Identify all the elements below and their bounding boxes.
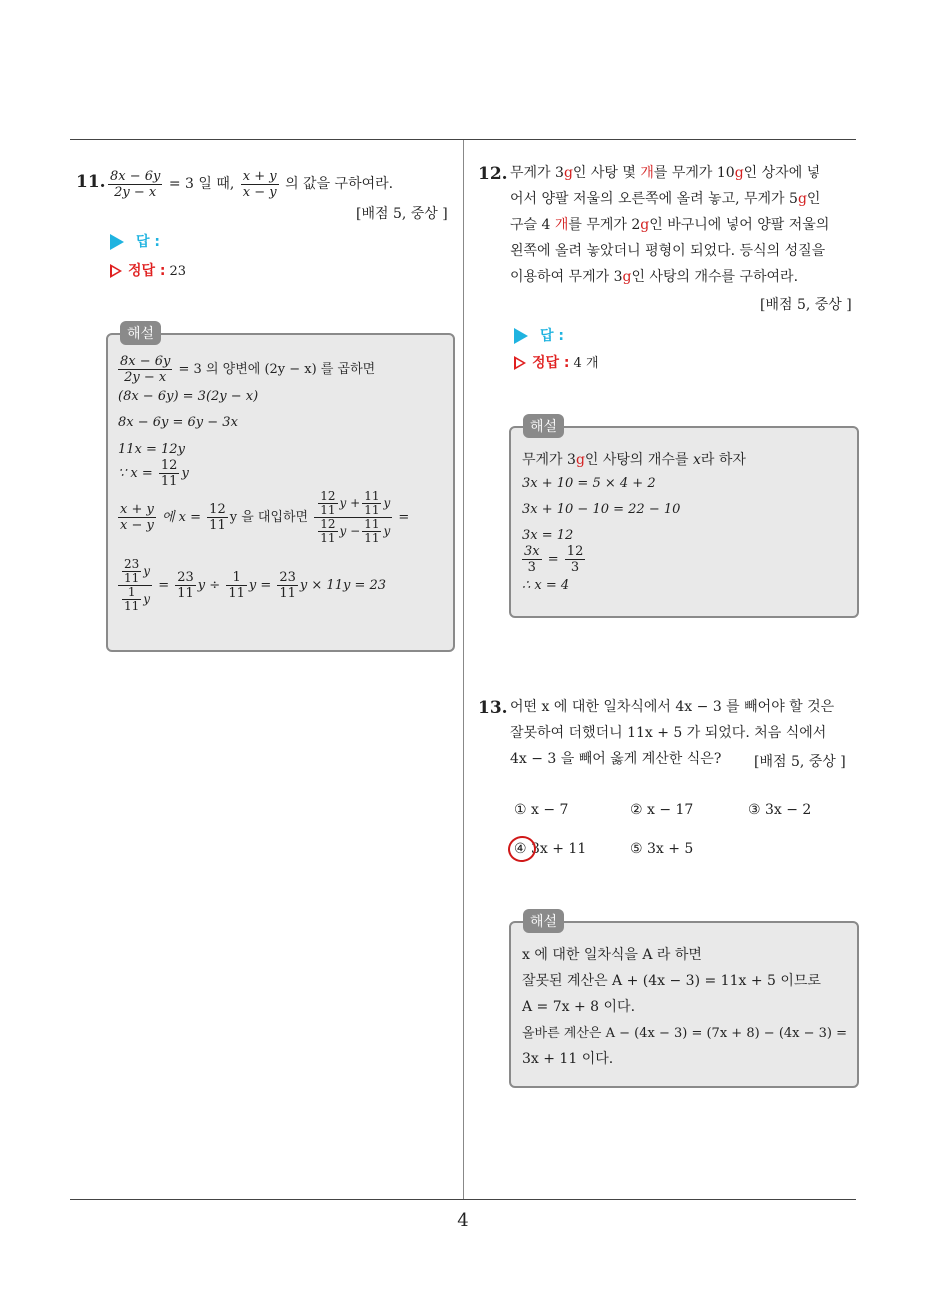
explain-line: (8x − 6y) = 3(2y − x) <box>118 389 259 404</box>
column-divider <box>463 140 464 1200</box>
play-triangle-icon <box>110 234 124 250</box>
choice-1[interactable]: ① x − 7 <box>514 802 569 818</box>
choice-2[interactable]: ② x − 17 <box>630 802 694 818</box>
explanation-label: 해설 <box>120 321 161 345</box>
question-13-text: 어떤 x 에 대한 일차식에서 4x − 3 를 빼어야 할 것은 잘못하여 더했더니 11x + 5 가 되었다. 처음 식에서 4x − 3 을 빼어 옳게 계산한 식은? <box>510 699 835 767</box>
question-13-number: 13. <box>478 698 508 718</box>
explain-line: 올바른 계산은 A − (4x − 3) = (7x + 8) − (4x − 3) = <box>522 1026 848 1041</box>
choice-4[interactable]: ④ 3x + 11 <box>514 841 587 857</box>
play-triangle-icon <box>514 328 528 344</box>
explanation-label: 해설 <box>523 909 564 933</box>
explain-line: 3x = 12 <box>522 528 574 543</box>
explain-line: $\frac{8x - 6y}{2y - x}$ = 3 의 양변에 (2y − x) 를 곱하면 <box>120 354 376 385</box>
question-12-solution: 정답 : 4 개 <box>514 352 599 372</box>
outline-triangle-icon <box>514 356 526 370</box>
question-12-answer: 답 : <box>514 325 564 345</box>
page-number: 4 <box>457 1210 469 1231</box>
explain-line: 3x + 10 − 10 = 22 − 10 <box>522 502 681 517</box>
explain-line: ∴ x = 4 <box>522 578 570 593</box>
outline-triangle-icon <box>110 264 122 278</box>
choice-3[interactable]: ③ 3x − 2 <box>748 802 812 818</box>
bottom-rule <box>70 1199 856 1200</box>
explain-line: 3x + 10 = 5 × 4 + 2 <box>522 476 656 491</box>
question-12-text: 무게가 3g인 사탕 몇 개를 무게가 10g인 상자에 넣 어서 양팔 저울의 오른쪽에 올려 놓고, 무게가 5g인 구슬 4 개를 무게가 2g인 바구니에 넣어 양팔 저울의 왼쪽에 올려 놓았더니 평형이 되었다. 등식의 성질을 이용하여 무게가 3g인 사탕의 개수를 구하여라. <box>510 165 830 285</box>
explain-line: 3x + 11 이다. <box>522 1051 614 1067</box>
explain-line: $\frac{23}{11}$ y $\frac{1}{11}$ y = $\frac{23}{11}$ y ÷ $\frac{1}{11}$ y = $\frac{23}{11}$ y × 11y = 23 <box>118 558 386 613</box>
explain-line: 무게가 3g인 사탕의 개수를 x라 하자 <box>522 452 746 468</box>
explain-line: $\frac{3x}{3}$ = $\frac{12}{3}$ <box>524 544 584 575</box>
choice-5[interactable]: ⑤ 3x + 5 <box>630 841 694 857</box>
question-11-text: $\frac{8x - 6y}{2y - x}$ = 3 일 때, $\frac{x + y}{x - y}$ 의 값을 구하여라. <box>110 168 394 200</box>
explanation-label: 해설 <box>523 414 564 438</box>
explain-line: $\frac{x + y}{x - y}$ 에 x = $\frac{12}{11}$ y 을 대입하면 $\frac{12}{11}$ y + $\frac{11}{11}$ y $\frac{12}{11}$ y − $\frac{11}{11}$ y = <box>120 489 410 545</box>
explain-line: x 에 대한 일차식을 A 라 하면 <box>522 947 702 963</box>
fraction: $\frac{8x - 6y}{2y - x}$ <box>110 168 161 200</box>
explain-line: A = 7x + 8 이다. <box>522 999 636 1015</box>
question-12-number: 12. <box>478 164 508 184</box>
selected-answer-circle-icon <box>506 834 537 864</box>
explain-line: 잘못된 계산은 A + (4x − 3) = 11x + 5 이므로 <box>522 973 821 989</box>
question-11-score: [배점 5, 중상 ] <box>356 206 448 222</box>
question-13-score: [배점 5, 중상 ] <box>754 754 846 770</box>
question-11-answer: 답 : <box>110 231 160 251</box>
explain-line: ∵ x = $\frac{12}{11}$ y <box>118 458 189 489</box>
fraction: $\frac{x + y}{x - y}$ <box>242 168 277 200</box>
question-11-solution: 정답 : 23 <box>110 260 186 280</box>
explain-line: 11x = 12y <box>118 442 185 457</box>
explain-line: 8x − 6y = 6y − 3x <box>118 415 238 430</box>
question-11-number: 11. <box>76 172 106 192</box>
question-12-score: [배점 5, 중상 ] <box>760 297 852 313</box>
